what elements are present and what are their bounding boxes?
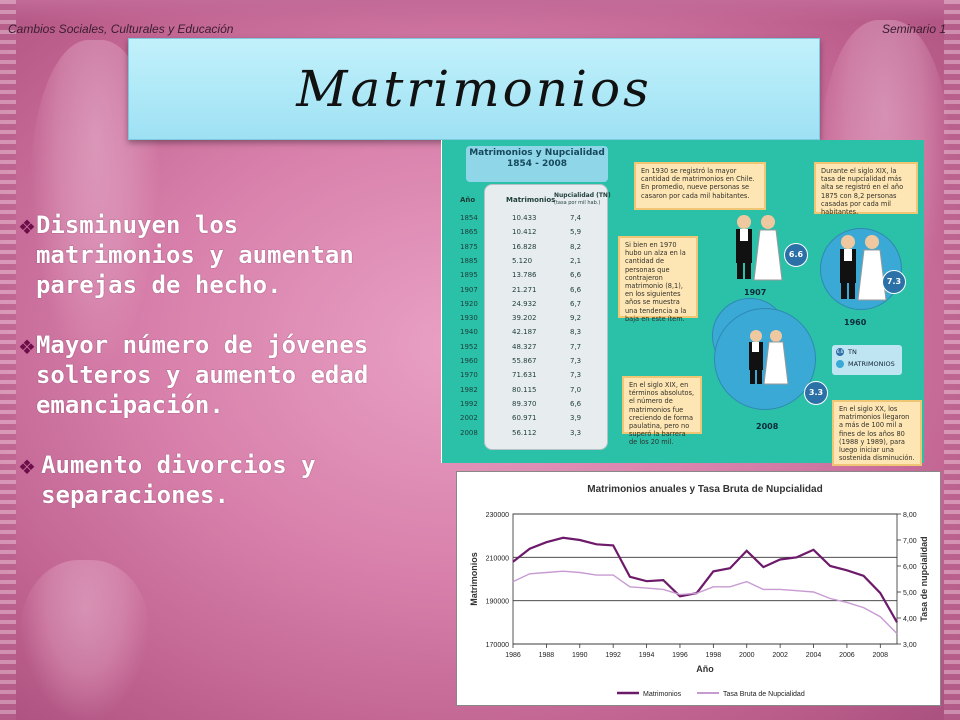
infographic-legend xyxy=(832,345,902,375)
infographic-title xyxy=(466,146,608,182)
y-axis-label: Matrimonios xyxy=(469,552,479,606)
table-cell-marriages: 24.932 xyxy=(512,299,537,308)
table-cell-rate: 7,4 xyxy=(570,214,582,222)
table-cell-rate: 3,3 xyxy=(570,428,582,437)
x-tick-label: 1988 xyxy=(538,652,555,659)
y2-tick-label: 5,00 xyxy=(903,590,917,597)
note-1875: Durante el siglo XIX, la tasa de nupcialidad más alta se registró en el año 1875 con 8,2 personas casadas por cada mil habitantes. xyxy=(814,162,918,214)
col-header-rate-sub: (tasa por mil hab.) xyxy=(554,200,601,206)
x-tick-label: 2002 xyxy=(772,652,788,659)
bullet-item xyxy=(18,450,408,510)
chart-title: Matrimonios anuales y Tasa Bruta de Nupcialidad xyxy=(587,484,823,495)
y-tick-label: 190000 xyxy=(485,598,509,606)
table-cell-rate: 7,3 xyxy=(570,371,582,380)
top-border-band xyxy=(0,0,960,22)
bullet-text: Aumento divorcios y separaciones. xyxy=(41,451,316,509)
left-decorative-edge xyxy=(0,0,16,720)
table-cell-rate: 8,2 xyxy=(570,242,582,251)
table-cell-rate: 2,1 xyxy=(570,256,582,265)
y-tick-label: 170000 xyxy=(485,642,509,649)
bullet-list xyxy=(18,210,408,540)
table-cell-year: 1992 xyxy=(460,399,478,408)
y2-tick-label: 8,00 xyxy=(903,512,917,519)
table-cell-year: 1982 xyxy=(460,385,478,394)
table-cell-year: 1895 xyxy=(460,271,478,280)
table-cell-rate: 6,6 xyxy=(570,271,582,280)
x-tick-label: 1992 xyxy=(605,652,621,659)
bullet-text: Mayor número de jóvenes solteros y aumento edad emancipación. xyxy=(35,331,369,419)
x-axis-label: Año xyxy=(696,664,714,674)
legend-label-tasa: Tasa Bruta de Nupcialidad xyxy=(723,691,805,698)
bottom-left-statue-figure xyxy=(20,560,150,720)
diamond-bullet-icon: ❖ xyxy=(18,335,36,359)
col-header-marriages: Matrimonios xyxy=(506,196,556,204)
note-1970: Si bien en 1970 hubo un alza en la cantidad de personas que contrajeron matrimonio (8,1), en los siguientes años se muestra una tendencia a la baja en este ítem. xyxy=(618,236,698,318)
y2-axis-label: Tasa de nupcialidad xyxy=(919,536,929,622)
x-tick-label: 1990 xyxy=(571,652,588,659)
x-tick-label: 1994 xyxy=(638,652,655,659)
table-cell-year: 1930 xyxy=(460,314,478,323)
note-siglo-xx: En el siglo XX, los matrimonios llegaron a más de 100 mil a fines de los años 80 (1988 y 1989), para luego iniciar una sostenida disminución. xyxy=(832,400,922,466)
table-cell-year: 1940 xyxy=(460,328,478,337)
note-siglo-xix: En el siglo XIX, en términos absolutos, el número de matrimonios fue creciendo de forma paulatina, pero no superó la barrera de los 20 mil. xyxy=(622,376,702,434)
table-cell-rate: 7,0 xyxy=(570,385,582,394)
y2-tick-label: 3,00 xyxy=(903,642,917,649)
header-course-name: Cambios Sociales, Culturales y Educación xyxy=(8,22,234,36)
y2-tick-label: 4,00 xyxy=(903,616,917,623)
table-cell-year: 1875 xyxy=(460,242,478,251)
bullet-text: Disminuyen los matrimonios y aumentan parejas de hecho. xyxy=(35,211,354,299)
couple-2008-icon xyxy=(742,328,792,386)
legend-matrimonios-label: MATRIMONIOS xyxy=(848,360,895,368)
y2-tick-label: 7,00 xyxy=(903,538,917,545)
legend-circle-icon xyxy=(836,360,844,368)
infographic-title-line1: Matrimonios y Nupcialidad xyxy=(469,148,605,158)
table-cell-marriages: 42.187 xyxy=(512,328,537,337)
table-cell-rate: 6,7 xyxy=(570,299,582,308)
bullet-item xyxy=(18,330,408,420)
table-cell-rate: 8,3 xyxy=(570,328,582,337)
table-cell-marriages: 39.202 xyxy=(512,314,537,323)
table-cell-marriages: 10.433 xyxy=(512,214,537,222)
col-header-rate: Nupcialidad (TN) xyxy=(554,192,611,199)
table-cell-year: 1907 xyxy=(460,285,478,294)
legend-label-matrimonios: Matrimonios xyxy=(643,691,682,698)
note-1930: En 1930 se registró la mayor cantidad de matrimonios en Chile. En promedio, nueve personas se casaron por cada mil habitantes. xyxy=(634,162,766,210)
badge-2008-value: 3.3 xyxy=(804,381,828,405)
legend-tn-label: TN xyxy=(848,348,857,356)
bullet-item xyxy=(18,210,408,300)
table-panel xyxy=(484,184,608,450)
table-cell-marriages: 60.971 xyxy=(512,414,537,423)
header-seminar: Seminario 1 xyxy=(881,22,946,36)
badge-1960-value: 7.3 xyxy=(882,270,906,294)
line-chart xyxy=(457,472,940,705)
table-cell-rate: 6,6 xyxy=(570,285,582,294)
table-cell-year: 1920 xyxy=(460,299,478,308)
table-cell-rate: 9,2 xyxy=(570,314,582,323)
plot-area xyxy=(513,514,897,644)
x-tick-label: 2000 xyxy=(738,652,755,659)
slide-title: Matrimonios xyxy=(296,60,652,118)
table-cell-year: 2002 xyxy=(460,414,478,423)
diamond-bullet-icon: ❖ xyxy=(18,215,36,239)
y2-tick-label: 6,00 xyxy=(903,564,917,571)
year-label-2008: 2008 xyxy=(756,422,779,431)
year-label-1907: 1907 xyxy=(744,288,767,297)
table-cell-marriages: 71.631 xyxy=(512,371,537,380)
table-cell-rate: 3,9 xyxy=(570,414,582,423)
table-cell-year: 1885 xyxy=(460,256,478,265)
infographic-image xyxy=(441,140,924,463)
table-cell-marriages: 56.112 xyxy=(512,428,537,437)
infographic-title-line2: 1854 - 2008 xyxy=(506,159,568,169)
couple-1960-icon xyxy=(830,232,890,304)
badge-1907-value: 6.6 xyxy=(784,243,808,267)
table-cell-year: 1960 xyxy=(460,357,478,365)
table-cell-rate: 7,7 xyxy=(570,342,582,351)
diamond-bullet-icon: ❖ xyxy=(18,455,36,479)
table-cell-marriages: 5.120 xyxy=(512,256,533,265)
line-chart-panel xyxy=(456,471,941,706)
table-cell-marriages: 55.867 xyxy=(512,357,537,365)
table-cell-marriages: 16.828 xyxy=(512,242,537,251)
table-cell-marriages: 13.786 xyxy=(512,271,537,280)
table-cell-marriages: 89.370 xyxy=(512,399,537,408)
col-header-year: Año xyxy=(460,196,476,204)
table-cell-marriages: 48.327 xyxy=(512,342,537,351)
x-tick-label: 1986 xyxy=(505,652,521,659)
year-label-1960: 1960 xyxy=(844,318,867,327)
x-tick-label: 2008 xyxy=(872,652,889,659)
title-box xyxy=(128,38,820,140)
x-tick-label: 1998 xyxy=(705,652,722,659)
x-tick-label: 2006 xyxy=(839,652,855,659)
x-tick-label: 2004 xyxy=(805,652,822,659)
couple-1907-icon xyxy=(726,212,786,284)
table-cell-year: 1970 xyxy=(460,371,478,380)
table-cell-year: 2008 xyxy=(460,428,478,437)
table-cell-marriages: 21.271 xyxy=(512,285,537,294)
y-tick-label: 210000 xyxy=(485,555,509,563)
legend-tn-badge: 6,6 xyxy=(836,349,844,354)
table-cell-rate: 5,9 xyxy=(570,228,582,237)
y-tick-label: 230000 xyxy=(485,512,509,519)
table-cell-year: 1865 xyxy=(460,228,478,237)
table-cell-year: 1854 xyxy=(460,214,478,222)
table-cell-marriages: 10.412 xyxy=(512,228,537,237)
x-tick-label: 1996 xyxy=(672,652,688,659)
table-cell-rate: 6,6 xyxy=(570,399,582,408)
table-cell-rate: 7,3 xyxy=(570,357,582,365)
table-cell-year: 1952 xyxy=(460,342,478,351)
table-cell-marriages: 80.115 xyxy=(512,385,537,394)
